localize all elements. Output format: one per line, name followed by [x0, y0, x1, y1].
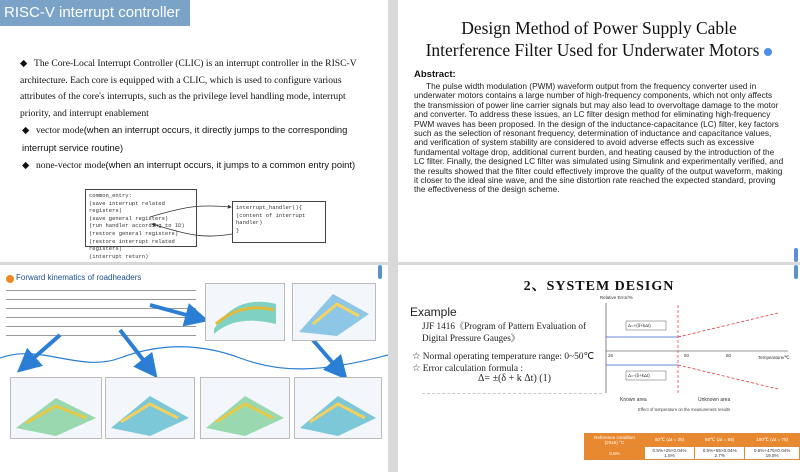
clic-paragraph: ◆ The Core-Local Interrupt Controller (CLIC) is an interrupt controller in the RISC-V architecture. Each core is equipped with a CLIC, which is used to configure various attributes of the core's interrupts, such as the privilege level handling mode, interrupt priority, and interrupt enablement: [20, 58, 357, 119]
chart-x-label: Temperature/℃: [758, 355, 790, 360]
slide-risc-v: [0, 0, 388, 262]
table-cell: 0.5%: [585, 447, 645, 460]
section-title: 2、SYSTEM DESIGN: [523, 279, 675, 294]
jjf-reference: JJF 1416《Program of Pattern Evaluation of Digital Pressure Gauges》: [422, 321, 587, 343]
chart-y-label: Relative Error/%: [600, 295, 633, 300]
table-cell: 0.5%+475×0.04% 19.5%: [745, 447, 800, 460]
diamond-bullet-icon: ◆: [22, 160, 30, 171]
scroll-handle[interactable]: [378, 265, 382, 279]
surface-plot: [105, 377, 195, 439]
tick-label: 50: [684, 353, 690, 358]
surface-plot: [205, 283, 285, 341]
known-area-label: Known area: [620, 397, 647, 403]
error-formula-item: ☆ Error calculation formula :: [412, 364, 523, 374]
slide-system-design: [398, 265, 800, 472]
tick-label: 80: [726, 353, 732, 358]
table-header-cell: 80℃ (Δt = 55): [695, 434, 745, 447]
abstract-text: The pulse width modulation (PWM) waveform output from the frequency converter used in underwater motors contains a large number of high-frequency components, which not only affects the transmission of power line carrier signals but may also lead to overvoltage damage to the motor and converter. To address these issues, an LC filter design method for eliminating high-frequency PWM waves has been proposed. In the design of the inductance-capacitance (LC) filter, key factors such as the selection of resonant frequency, determination of inductance and capacitance values, and verification of system stability are considered to avoid adverse effects such as excessive fundamental voltage drop, additional current burden, and heating caused by the introduction of the LC filter. Finally, the designed LC filter was simulated using Simulink and experimentally verified, and the results showed that the filter could effectively improve the quality of the output waveform, making it closer to the ideal sine wave, and the sine distortion rate reached the expected standard, proving the effectiveness of the design scheme.: [414, 81, 784, 195]
error-formula: Δ= ±(δ + k Δt) (1): [478, 373, 551, 384]
kinematics-heading: Forward kinematics of roadheaders: [16, 273, 142, 282]
example-label: Example: [410, 305, 457, 319]
surface-plot: [200, 377, 290, 439]
blue-dot-icon: [764, 48, 772, 56]
abstract-label: Abstract:: [414, 69, 456, 80]
error-table: [584, 433, 800, 460]
diamond-bullet-icon: ◆: [22, 125, 30, 136]
formula-notes: [422, 393, 602, 444]
tick-label: 25: [608, 353, 614, 358]
table-row: [585, 447, 800, 460]
temperature-error-chart: [598, 293, 794, 415]
surface-plot: [294, 377, 382, 439]
scroll-handle[interactable]: [794, 248, 798, 262]
vector-mode-item: ◆ vector mode(when an interrupt occurs, it directly jumps to the corresponding interrupt service routine): [22, 124, 348, 153]
table-cell: 0.5%+25×0.04% 1.5%: [644, 447, 694, 460]
normal-temp-item: ☆ Normal operating temperature range: 0~50℃: [412, 352, 595, 362]
table-header-row: [585, 434, 800, 447]
diamond-bullet-icon: ◆: [20, 58, 28, 69]
flow-arrows: [0, 0, 388, 262]
surface-plot: [10, 377, 102, 439]
chart-caption: Effect of temperature on the measurement results: [638, 407, 731, 412]
table-header-cell: Reference condition (20±5) °C: [585, 434, 645, 447]
surface-plot: [292, 283, 376, 341]
upper-bound-label: Δ=+(δ+kΔt): [628, 323, 651, 328]
nonvector-mode-item: ◆ none-vector mode(when an interrupt occurs, it jumps to a common entry point): [22, 157, 375, 175]
table-cell: 0.5%+55×0.04% 2.7%: [695, 447, 745, 460]
table-header-cell: 50℃ (Δt = 25): [644, 434, 694, 447]
handler-code-box: interrupt_handler(){ (content of interrupt handler) }: [232, 201, 326, 243]
lower-bound-label: Δ=-(δ+kΔt): [628, 373, 650, 378]
table-header-cell: 100℃ (Δt = 75): [745, 434, 800, 447]
paper-title: Design Method of Power Supply Cable Interference Filter Used for Underwater Motors: [398, 17, 800, 61]
unknown-area-label: Unknown area: [698, 397, 731, 403]
slide-title: RISC-V interrupt controller: [0, 0, 190, 26]
common-entry-code-box: common_entry: (save interrupt related registers) (save general registers) (run handler according to ID) (restore general registers) (restore interrupt related registers) (interrupt return): [85, 189, 197, 247]
slide-kinematics: [0, 265, 388, 472]
slide-filter-design: [398, 0, 800, 262]
